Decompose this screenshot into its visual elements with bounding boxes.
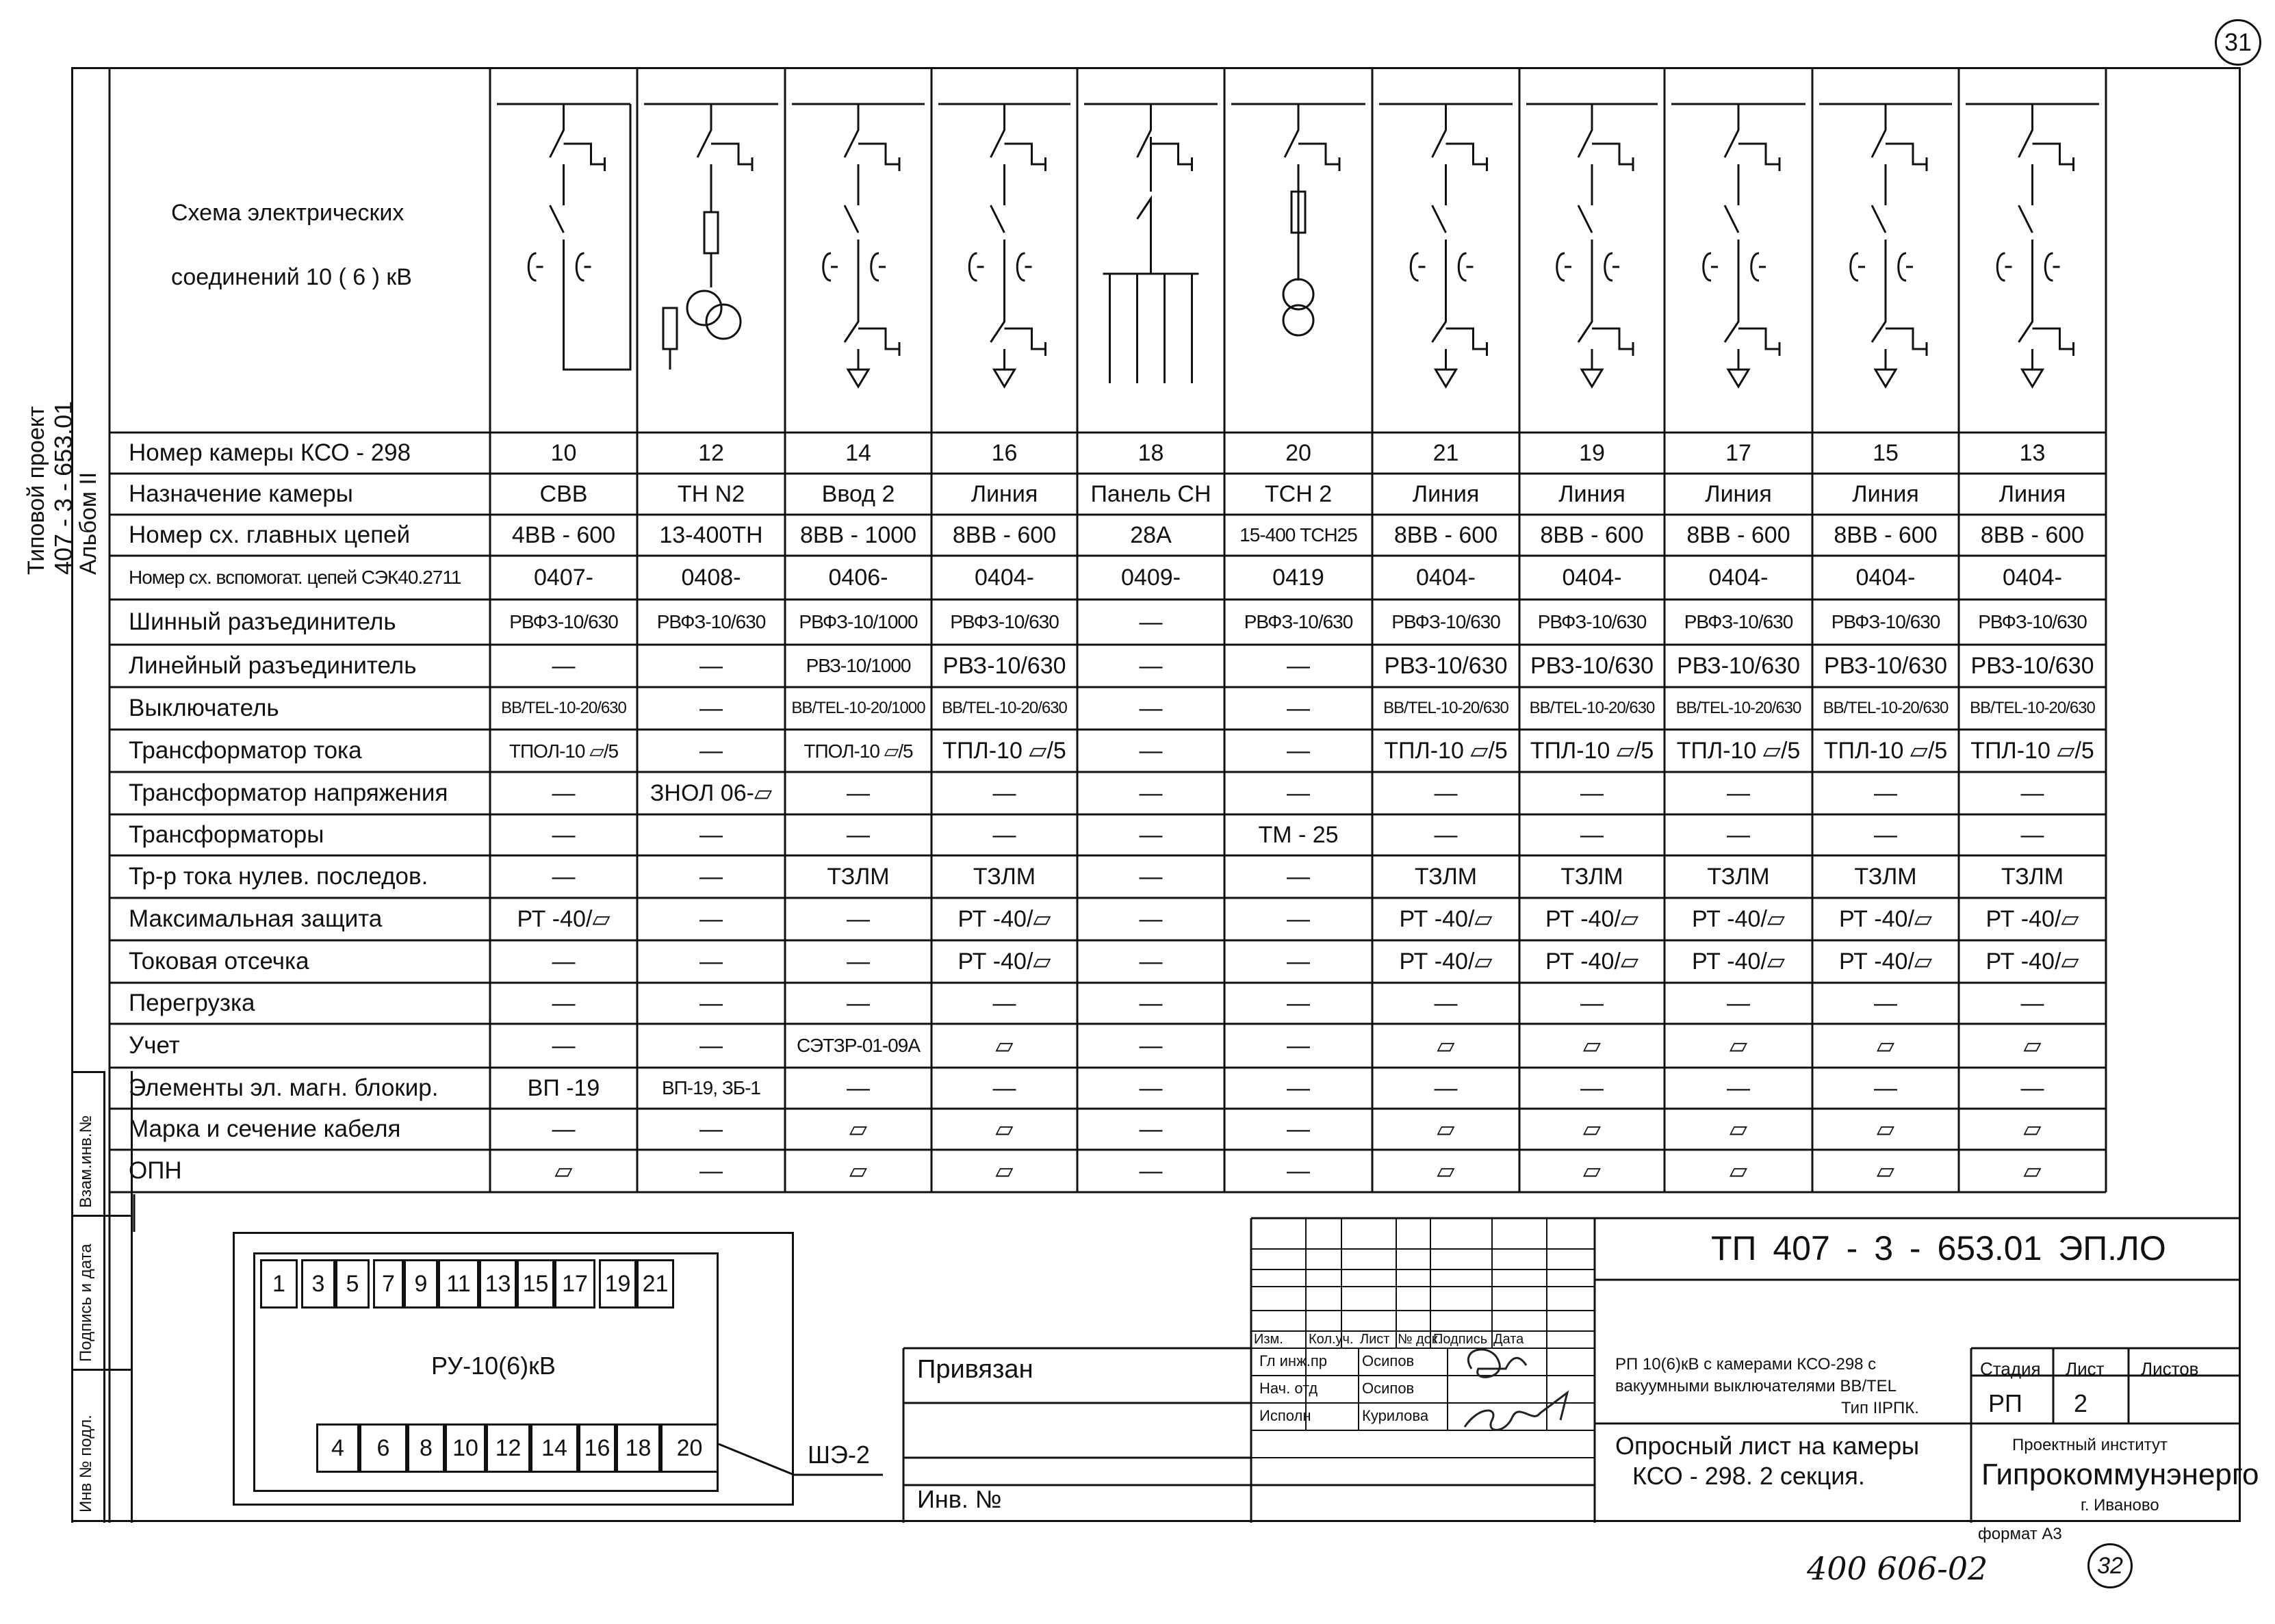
table-cell: 8ВВ - 600: [1393, 521, 1498, 548]
table-cell: ▱: [1437, 1033, 1455, 1059]
table-cell: BB/TEL-10-20/1000: [791, 699, 925, 717]
table-cell: —: [1434, 779, 1458, 806]
ru-top-cell: 9: [404, 1259, 438, 1309]
table-cell: —: [699, 1032, 723, 1059]
table-cell: —: [1139, 1074, 1163, 1101]
ru-bottom-cell: 6: [359, 1423, 407, 1473]
table-cell: РВЗ-10/630: [1970, 652, 2094, 679]
table-cell: РВФЗ-10/630: [1391, 611, 1500, 632]
side-field-inv: Инв № подл.: [77, 1415, 95, 1512]
table-cell: 8ВВ - 600: [952, 521, 1057, 548]
table-cell: —: [1287, 990, 1310, 1016]
ru-top-cell: 17: [554, 1259, 595, 1309]
table-cell: —: [1287, 737, 1310, 764]
archive-number: 400 606-02: [1807, 1550, 1988, 1587]
table-cell: —: [552, 1116, 576, 1142]
ru-top-cell: 7: [373, 1259, 404, 1309]
table-cell: Линия: [1558, 480, 1625, 507]
table-cell: —: [847, 905, 870, 932]
table-cell: РВФЗ-10/630: [1537, 611, 1647, 632]
role-name: Курилова: [1362, 1407, 1429, 1424]
row-label: Токовая отсечка: [129, 948, 309, 975]
table-cell: ТПЛ-10 ▱/5: [1530, 738, 1654, 764]
table-cell: —: [699, 1157, 723, 1184]
table-cell: —: [699, 948, 723, 975]
table-cell: —: [1434, 990, 1458, 1016]
table-cell: —: [1874, 990, 1897, 1016]
stage-label: Стадия: [1980, 1358, 2041, 1379]
table-cell: —: [2020, 779, 2044, 806]
role-label: Гл инж.пр: [1259, 1352, 1328, 1369]
table-cell: BB/TEL-10-20/630: [1529, 699, 1655, 717]
table-cell: РТ -40/▱: [957, 906, 1051, 932]
table-cell: РТ -40/▱: [517, 906, 610, 932]
table-cell: —: [1287, 695, 1310, 721]
table-cell: ▱: [849, 1116, 868, 1142]
table-cell: ▱: [849, 1158, 868, 1184]
table-cell: 8ВВ - 600: [1834, 521, 1938, 548]
table-cell: —: [992, 779, 1016, 806]
side-stamp-line1: Типовой проект: [23, 406, 49, 575]
table-cell: 0419: [1272, 564, 1324, 591]
row-label: Максимальная защита: [129, 905, 383, 932]
table-cell: —: [699, 695, 723, 721]
ru-bottom-cell: 14: [530, 1423, 578, 1473]
table-cell: 13: [2019, 439, 2046, 466]
table-cell: РТ -40/▱: [1838, 906, 1933, 932]
table-cell: 0404-: [1855, 564, 1916, 591]
table-cell: —: [1874, 779, 1897, 806]
ru-bottom-cell: 18: [616, 1423, 660, 1473]
table-cell: 8ВВ - 1000: [799, 521, 917, 548]
table-cell: Линия: [1412, 480, 1480, 507]
table-cell: ▱: [1876, 1033, 1895, 1059]
table-cell: —: [847, 990, 870, 1016]
table-cell: Линия: [971, 480, 1038, 507]
table-cell: 13-400ТН: [659, 521, 763, 548]
table-cell: ▱: [1729, 1158, 1748, 1184]
table-cell: ТЗЛМ: [1707, 863, 1770, 890]
table-cell: ▱: [1582, 1158, 1602, 1184]
table-cell: —: [992, 821, 1016, 848]
table-cell: РТ -40/▱: [1838, 949, 1933, 975]
table-cell: —: [699, 652, 723, 679]
table-cell: —: [1139, 1116, 1163, 1142]
table-cell: —: [992, 990, 1016, 1016]
row-label: Перегрузка: [129, 990, 255, 1016]
schema-label-line2: соединений 10 ( 6 ) кВ: [171, 264, 412, 290]
table-cell: —: [1139, 652, 1163, 679]
table-cell: ▱: [1876, 1158, 1895, 1184]
table-cell: 28А: [1130, 521, 1172, 548]
table-cell: 8ВВ - 600: [1540, 521, 1644, 548]
table-cell: ТЗЛМ: [1560, 863, 1623, 890]
title-header-col: Дата: [1493, 1332, 1524, 1347]
table-cell: ТПЛ-10 ▱/5: [1970, 738, 2094, 764]
table-cell: ▱: [554, 1158, 573, 1184]
ru-top-cell: 15: [517, 1259, 554, 1309]
table-cell: —: [1139, 608, 1163, 635]
table-cell: 20: [1285, 439, 1311, 466]
table-cell: ТПЛ-10 ▱/5: [942, 738, 1066, 764]
table-cell: 0404-: [1562, 564, 1622, 591]
sheet-label: Лист: [2066, 1358, 2105, 1379]
row-label: Тр-р тока нулев. последов.: [129, 863, 428, 890]
table-cell: ▱: [1437, 1116, 1455, 1142]
table-cell: ВП-19, ЗБ-1: [661, 1077, 760, 1098]
table-cell: РВФЗ-10/630: [509, 611, 618, 632]
side-stamp-line2: 407 - 3 - 653.01: [49, 400, 77, 575]
table-cell: BB/TEL-10-20/630: [942, 699, 1067, 717]
table-cell: —: [1287, 1074, 1310, 1101]
table-cell: РВФЗ-10/630: [656, 611, 766, 632]
title-header-col: Кол.уч.: [1309, 1332, 1354, 1347]
table-cell: ▱: [2023, 1033, 2042, 1059]
table-cell: BB/TEL-10-20/630: [1970, 699, 2095, 717]
side-stamp-line3: Альбом II: [75, 472, 101, 575]
table-cell: 0404-: [1416, 564, 1476, 591]
city: г. Иваново: [2081, 1496, 2159, 1515]
table-cell: ТПОЛ-10 ▱/5: [804, 740, 913, 762]
table-cell: —: [552, 948, 576, 975]
table-cell: —: [1287, 948, 1310, 975]
table-cell: —: [847, 821, 870, 848]
table-cell: 19: [1579, 439, 1605, 466]
table-cell: 8ВВ - 600: [1980, 521, 2085, 548]
table-cell: ▱: [1729, 1116, 1748, 1142]
table-cell: —: [847, 948, 870, 975]
row-label: Учет: [129, 1032, 180, 1059]
table-cell: —: [1139, 863, 1163, 890]
table-cell: ТПЛ-10 ▱/5: [1676, 738, 1801, 764]
sheets-label: Листов: [2141, 1358, 2199, 1379]
institute-name: Гипрокоммунэнерго: [1981, 1458, 2259, 1491]
table-cell: —: [2020, 1074, 2044, 1101]
table-cell: СВВ: [539, 480, 588, 507]
table-cell: —: [1287, 1157, 1310, 1184]
table-cell: —: [552, 779, 576, 806]
ru-bottom-cell: 4: [316, 1423, 359, 1473]
description-line2: вакуумными выключателями ВВ/TEL: [1615, 1377, 1897, 1395]
table-cell: —: [1287, 1032, 1310, 1059]
table-cell: ▱: [1582, 1033, 1602, 1059]
table-cell: 10: [550, 439, 577, 466]
table-cell: —: [1287, 1116, 1310, 1142]
ru-bottom-cell: 8: [407, 1423, 445, 1473]
table-cell: ТЗЛМ: [827, 863, 890, 890]
table-cell: —: [699, 990, 723, 1016]
table-cell: —: [1287, 905, 1310, 932]
table-cell: 16: [991, 439, 1018, 466]
table-cell: 0409-: [1121, 564, 1181, 591]
table-cell: РВФЗ-10/630: [1831, 611, 1940, 632]
table-cell: —: [2020, 990, 2044, 1016]
table-cell: —: [1434, 1074, 1458, 1101]
table-cell: ▱: [1876, 1116, 1895, 1142]
table-cell: ТЗЛМ: [2001, 863, 2064, 890]
institute-label: Проектный институт: [2012, 1436, 2168, 1454]
table-cell: Линия: [1998, 480, 2066, 507]
table-cell: 18: [1138, 439, 1164, 466]
table-cell: 4ВВ - 600: [511, 521, 616, 548]
table-cell: РТ -40/▱: [1985, 906, 2079, 932]
table-cell: —: [552, 990, 576, 1016]
description-line3: Тип IIРПК.: [1841, 1399, 1919, 1417]
table-cell: РВЗ-10/630: [1384, 652, 1508, 679]
table-cell: ▱: [995, 1158, 1014, 1184]
table-cell: ТПОЛ-10 ▱/5: [509, 740, 619, 762]
table-cell: 0407-: [534, 564, 593, 591]
table-cell: РВЗ-10/630: [942, 652, 1066, 679]
role-name: Осипов: [1362, 1352, 1415, 1369]
row-label: Номер сх. вспомогат. цепей СЭК40.2711: [129, 567, 461, 588]
doc-code: ТП 407 - 3 - 653.01 ЭП.ЛО: [1711, 1229, 2166, 1267]
table-cell: —: [1874, 821, 1897, 848]
row-label: Марка и сечение кабеля: [129, 1116, 401, 1142]
table-cell: —: [1139, 821, 1163, 848]
table-cell: 0404-: [2003, 564, 2062, 591]
table-cell: ▱: [1437, 1158, 1455, 1184]
table-cell: РВЗ-10/630: [1823, 652, 1948, 679]
ru-plan-title: РУ-10(6)кВ: [431, 1352, 556, 1380]
role-label: Исполн: [1259, 1407, 1311, 1424]
title-header-col: Изм.: [1254, 1332, 1283, 1347]
table-cell: 0408-: [681, 564, 741, 591]
table-cell: —: [1139, 905, 1163, 932]
table-cell: BB/TEL-10-20/630: [1823, 699, 1949, 717]
table-cell: —: [552, 821, 576, 848]
title-header-col: Подпись: [1433, 1332, 1488, 1347]
ru-top-cell: 1: [260, 1259, 298, 1309]
table-cell: РТ -40/▱: [1399, 949, 1493, 975]
table-cell: —: [552, 863, 576, 890]
table-cell: —: [552, 1032, 576, 1059]
table-cell: РТ -40/▱: [1985, 949, 2079, 975]
ru-top-cell: 21: [637, 1259, 674, 1309]
table-cell: —: [1139, 1157, 1163, 1184]
row-label: Трансформаторы: [129, 821, 324, 848]
table-cell: 17: [1725, 439, 1751, 466]
table-cell: —: [1727, 821, 1750, 848]
table-cell: Линия: [1705, 480, 1772, 507]
table-cell: Линия: [1852, 480, 1919, 507]
table-cell: РТ -40/▱: [1545, 949, 1639, 975]
table-cell: РВФЗ-10/1000: [799, 611, 918, 632]
table-cell: ▱: [2023, 1158, 2042, 1184]
ru-top-cell: 5: [335, 1259, 370, 1309]
table-cell: ▱: [995, 1033, 1014, 1059]
table-cell: РВЗ-10/1000: [806, 655, 911, 676]
table-cell: РВЗ-10/630: [1676, 652, 1801, 679]
table-cell: ▱: [1729, 1033, 1748, 1059]
she-label: ШЭ-2: [808, 1441, 870, 1469]
table-cell: ТН N2: [677, 480, 745, 507]
table-cell: 15: [1873, 439, 1899, 466]
table-cell: —: [1580, 1074, 1604, 1101]
table-cell: ЗНОЛ 06-▱: [650, 780, 773, 806]
ru-bottom-cell: 16: [578, 1423, 616, 1473]
table-cell: ТЗЛМ: [1414, 863, 1478, 890]
table-cell: —: [1287, 779, 1310, 806]
ru-top-cell: 3: [301, 1259, 335, 1309]
privyazan-label: Привязан: [917, 1355, 1033, 1384]
row-label: Назначение камеры: [129, 480, 353, 507]
table-cell: РТ -40/▱: [1691, 949, 1786, 975]
stage-value: РП: [1988, 1389, 2022, 1417]
row-label: Шинный разъединитель: [129, 608, 396, 635]
page-number-top: 31: [2215, 19, 2261, 66]
sheet-value: 2: [2074, 1389, 2088, 1417]
table-cell: —: [699, 863, 723, 890]
table-cell: 0404-: [1708, 564, 1769, 591]
table-cell: —: [1727, 779, 1750, 806]
ru-bottom-cell: 20: [660, 1423, 719, 1473]
table-cell: РТ -40/▱: [957, 949, 1051, 975]
table-cell: —: [992, 1074, 1016, 1101]
row-label: Трансформатор тока: [129, 737, 362, 764]
table-cell: РТ -40/▱: [1545, 906, 1639, 932]
table-cell: ▱: [2023, 1116, 2042, 1142]
table-cell: 14: [845, 439, 871, 466]
table-cell: 15-400 ТСН25: [1239, 524, 1357, 545]
row-label: Элементы эл. магн. блокир.: [129, 1074, 439, 1101]
table-cell: РВФЗ-10/630: [950, 611, 1059, 632]
table-cell: —: [847, 779, 870, 806]
sheet-title-line1: Опросный лист на камеры: [1615, 1432, 1920, 1460]
table-cell: —: [1139, 737, 1163, 764]
side-field-vzam: Взам.инв.№: [77, 1115, 95, 1208]
table-cell: 12: [698, 439, 724, 466]
table-cell: —: [699, 737, 723, 764]
role-name: Осипов: [1362, 1380, 1415, 1397]
row-label: Номер камеры КСО - 298: [129, 439, 411, 466]
row-label: ОПН: [129, 1157, 182, 1184]
table-cell: ТПЛ-10 ▱/5: [1384, 738, 1508, 764]
side-field-podpis: Подпись и дата: [77, 1243, 95, 1362]
table-cell: 0406-: [828, 564, 888, 591]
table-cell: —: [1434, 821, 1458, 848]
table-cell: BB/TEL-10-20/630: [1675, 699, 1801, 717]
table-cell: СЭТЗР-01-09А: [796, 1035, 921, 1056]
table-cell: BB/TEL-10-20/630: [501, 699, 626, 717]
table-cell: —: [699, 821, 723, 848]
table-cell: —: [1287, 652, 1310, 679]
table-cell: 21: [1432, 439, 1459, 466]
title-header-col: № док.: [1398, 1332, 1442, 1347]
table-cell: —: [699, 1116, 723, 1142]
ru-top-cell: 19: [599, 1259, 637, 1309]
table-cell: РВФЗ-10/630: [1684, 611, 1793, 632]
table-cell: —: [1727, 990, 1750, 1016]
table-cell: РВФЗ-10/630: [1978, 611, 2087, 632]
schema-label-line1: Схема электрических: [171, 200, 404, 226]
row-label: Трансформатор напряжения: [129, 779, 448, 806]
sheet-title-line2: КСО - 298. 2 секция.: [1632, 1462, 1865, 1490]
table-cell: —: [847, 1074, 870, 1101]
title-header-col: Лист: [1360, 1332, 1390, 1347]
row-label: Номер сх. главных цепей: [129, 521, 411, 548]
table-cell: ТСН 2: [1264, 480, 1333, 507]
table-cell: —: [1139, 695, 1163, 721]
table-cell: ТЗЛМ: [1854, 863, 1917, 890]
table-cell: ТЗЛМ: [973, 863, 1036, 890]
page-number-bottom: 32: [2087, 1543, 2133, 1588]
ru-bottom-cell: 10: [445, 1423, 486, 1473]
table-cell: —: [1580, 821, 1604, 848]
table-cell: —: [699, 905, 723, 932]
ru-bottom-cell: 12: [486, 1423, 530, 1473]
row-label: Выключатель: [129, 695, 279, 721]
table-cell: —: [1580, 990, 1604, 1016]
ru-top-cell: 13: [479, 1259, 517, 1309]
format-label: формат А3: [1978, 1525, 2062, 1543]
table-cell: —: [1139, 779, 1163, 806]
table-cell: —: [1139, 990, 1163, 1016]
table-cell: 0404-: [975, 564, 1034, 591]
table-cell: ▱: [995, 1116, 1014, 1142]
role-label: Нач. отд: [1259, 1380, 1318, 1397]
table-cell: ТПЛ-10 ▱/5: [1823, 738, 1948, 764]
table-cell: РТ -40/▱: [1691, 906, 1786, 932]
table-cell: ВП -19: [527, 1074, 600, 1101]
table-cell: BB/TEL-10-20/630: [1383, 699, 1508, 717]
table-cell: —: [1139, 1032, 1163, 1059]
description-line1: РП 10(6)кВ с камерами КСО-298 с: [1615, 1355, 1877, 1374]
table-cell: РТ -40/▱: [1399, 906, 1493, 932]
table-cell: —: [1287, 863, 1310, 890]
table-cell: —: [2020, 821, 2044, 848]
table-cell: Панель СН: [1090, 480, 1211, 507]
table-cell: 8ВВ - 600: [1686, 521, 1790, 548]
table-cell: —: [1727, 1074, 1750, 1101]
table-cell: РВЗ-10/630: [1530, 652, 1654, 679]
row-label: Линейный разъединитель: [129, 652, 417, 679]
ru-top-cell: 11: [438, 1259, 479, 1309]
table-cell: —: [1874, 1074, 1897, 1101]
table-cell: ТМ - 25: [1258, 821, 1339, 848]
table-cell: —: [1580, 779, 1604, 806]
table-cell: —: [1139, 948, 1163, 975]
table-cell: ▱: [1582, 1116, 1602, 1142]
table-cell: Ввод 2: [821, 480, 895, 507]
table-cell: РВФЗ-10/630: [1244, 611, 1353, 632]
inv-no-label: Инв. №: [917, 1485, 1002, 1513]
table-cell: —: [552, 652, 576, 679]
